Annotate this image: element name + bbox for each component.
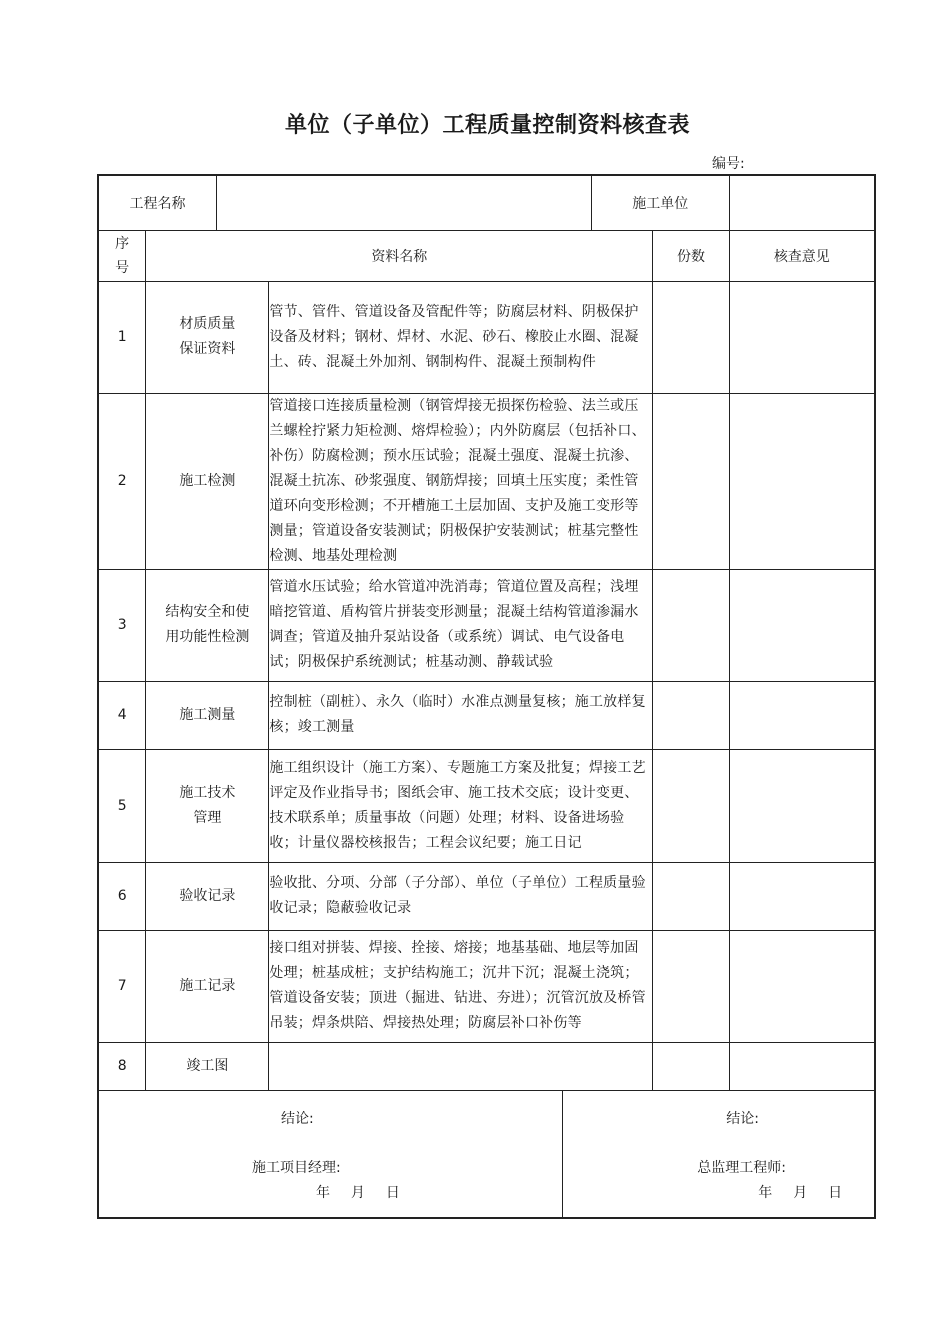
row-number: 2 <box>98 393 146 569</box>
row-category: 施工记录 <box>146 930 269 1042</box>
table-row <box>98 749 875 862</box>
contractor-field[interactable] <box>729 175 875 230</box>
column-header-row <box>98 230 875 281</box>
row-content: 接口组对拼装、焊接、拴接、熔接；地基基础、地层等加固处理；桩基成桩；支护结构施工；沉井下沉；混凝土浇筑；管道设备安装；顶进（掘进、钻进、夯进）；沉管沉放及桥管吊装；焊条烘陪、焊接热处理；防腐层补口补伤等 <box>269 930 653 1042</box>
row-number: 3 <box>98 569 146 681</box>
supervisor-conclusion[interactable] <box>563 1090 875 1218</box>
row-opinion-cell[interactable] <box>729 681 875 749</box>
row-content <box>269 1042 653 1090</box>
table-row <box>98 281 875 393</box>
row-copies-cell[interactable] <box>653 569 729 681</box>
column-header-document-name: 资料名称 <box>146 230 653 281</box>
row-copies-cell[interactable] <box>653 1042 729 1090</box>
row-copies-cell[interactable] <box>653 930 729 1042</box>
row-number: 6 <box>98 862 146 930</box>
contractor-conclusion-label: 结论: <box>281 1110 314 1127</box>
table-row <box>98 862 875 930</box>
column-header-opinion: 核查意见 <box>729 230 875 281</box>
conclusion-row <box>98 1090 875 1218</box>
document-number-label: 编号: <box>712 156 745 172</box>
row-category-text: 施工技术管理 <box>179 784 236 826</box>
row-category-text: 材质质量保证资料 <box>179 316 236 357</box>
row-number: 5 <box>98 749 146 862</box>
row-number: 1 <box>98 281 146 393</box>
row-opinion-cell[interactable] <box>729 393 875 569</box>
date-month-label: 月 <box>793 1184 808 1201</box>
row-content: 控制桩（副桩）、永久（临时）水准点测量复核；施工放样复核；竣工测量 <box>269 681 653 749</box>
table-row <box>98 1042 875 1090</box>
project-name-field[interactable] <box>216 175 591 230</box>
row-category <box>146 749 269 862</box>
row-opinion-cell[interactable] <box>729 281 875 393</box>
row-copies-cell[interactable] <box>653 281 729 393</box>
column-header-seq <box>98 230 146 281</box>
row-content: 管节、管件、管道设备及管配件等；防腐层材料、阴极保护设备及材料；钢材、焊材、水泥、砂石、橡胶止水圈、混凝土、砖、混凝土外加剂、钢制构件、混凝土预制构件 <box>269 281 653 393</box>
row-number: 7 <box>98 930 146 1042</box>
row-number: 4 <box>98 681 146 749</box>
row-number: 8 <box>98 1042 146 1090</box>
row-category: 验收记录 <box>146 862 269 930</box>
row-category <box>146 569 269 681</box>
quality-control-checklist-table <box>97 174 876 1219</box>
header-row <box>98 175 875 230</box>
row-opinion-cell[interactable] <box>729 862 875 930</box>
row-copies-cell[interactable] <box>653 749 729 862</box>
row-category-text: 结构安全和使用功能性检测 <box>165 604 250 645</box>
date-day-label: 日 <box>385 1184 400 1201</box>
row-opinion-cell[interactable] <box>729 569 875 681</box>
supervisor-conclusion-label: 结论: <box>726 1110 760 1127</box>
row-content: 管道水压试验；给水管道冲洗消毒；管道位置及高程；浅埋暗挖管道、盾构管片拼装变形测量；混凝土结构管道渗漏水调查；管道及抽升泵站设备（或系统）调试、电气设备电试；阴极保护系统测试；桩基动测、静载试验 <box>269 569 653 681</box>
project-name-label: 工程名称 <box>98 175 216 230</box>
page-title: 单位（子单位）工程质量控制资料核查表 <box>284 113 690 138</box>
table-row <box>98 930 875 1042</box>
contractor-label: 施工单位 <box>591 175 729 230</box>
table-row <box>98 569 875 681</box>
row-category: 竣工图 <box>146 1042 269 1090</box>
date-year-label: 年 <box>316 1184 330 1201</box>
column-header-seq-text: 序号 <box>115 235 130 276</box>
chief-supervisor-signature-label: 总监理工程师: <box>697 1159 787 1176</box>
row-content: 施工组织设计（施工方案）、专题施工方案及批复；焊接工艺评定及作业指导书；图纸会审、施工技术交底；设计变更、技术联系单；质量事故（问题）处理；材料、设备进场验收；计量仪器校核报告；工程会议纪要；施工日记 <box>269 749 653 862</box>
date-day-label: 日 <box>828 1184 843 1201</box>
row-category: 施工检测 <box>146 393 269 569</box>
date-month-label: 月 <box>350 1184 365 1201</box>
contractor-conclusion[interactable] <box>98 1090 563 1218</box>
row-copies-cell[interactable] <box>653 862 729 930</box>
row-copies-cell[interactable] <box>653 681 729 749</box>
row-copies-cell[interactable] <box>653 393 729 569</box>
row-category <box>146 281 269 393</box>
supervisor-signing-date <box>758 1182 842 1202</box>
row-content: 管道接口连接质量检测（钢管焊接无损探伤检验、法兰或压兰螺栓拧紧力矩检测、熔焊检验）；内外防腐层（包括补口、补伤）防腐检测；预水压试验；混凝土强度、混凝土抗渗、混凝土抗冻、砂浆强度、钢筋焊接；回填土压实度；柔性管道环向变形检测；不开槽施工土层加固、支护及施工变形等测量；管道设备安装测试；阴极保护安装测试；桩基完整性检测、地基处理检测 <box>269 393 653 569</box>
row-opinion-cell[interactable] <box>729 930 875 1042</box>
table-row <box>98 681 875 749</box>
row-opinion-cell[interactable] <box>729 749 875 862</box>
table-row <box>98 393 875 569</box>
column-header-copies: 份数 <box>653 230 729 281</box>
project-manager-signature-label: 施工项目经理: <box>252 1159 341 1176</box>
date-year-label: 年 <box>758 1184 773 1201</box>
contractor-signing-date <box>316 1182 400 1202</box>
row-opinion-cell[interactable] <box>729 1042 875 1090</box>
row-category: 施工测量 <box>146 681 269 749</box>
row-content: 验收批、分项、分部（子分部）、单位（子单位）工程质量验收记录；隐蔽验收记录 <box>269 862 653 930</box>
